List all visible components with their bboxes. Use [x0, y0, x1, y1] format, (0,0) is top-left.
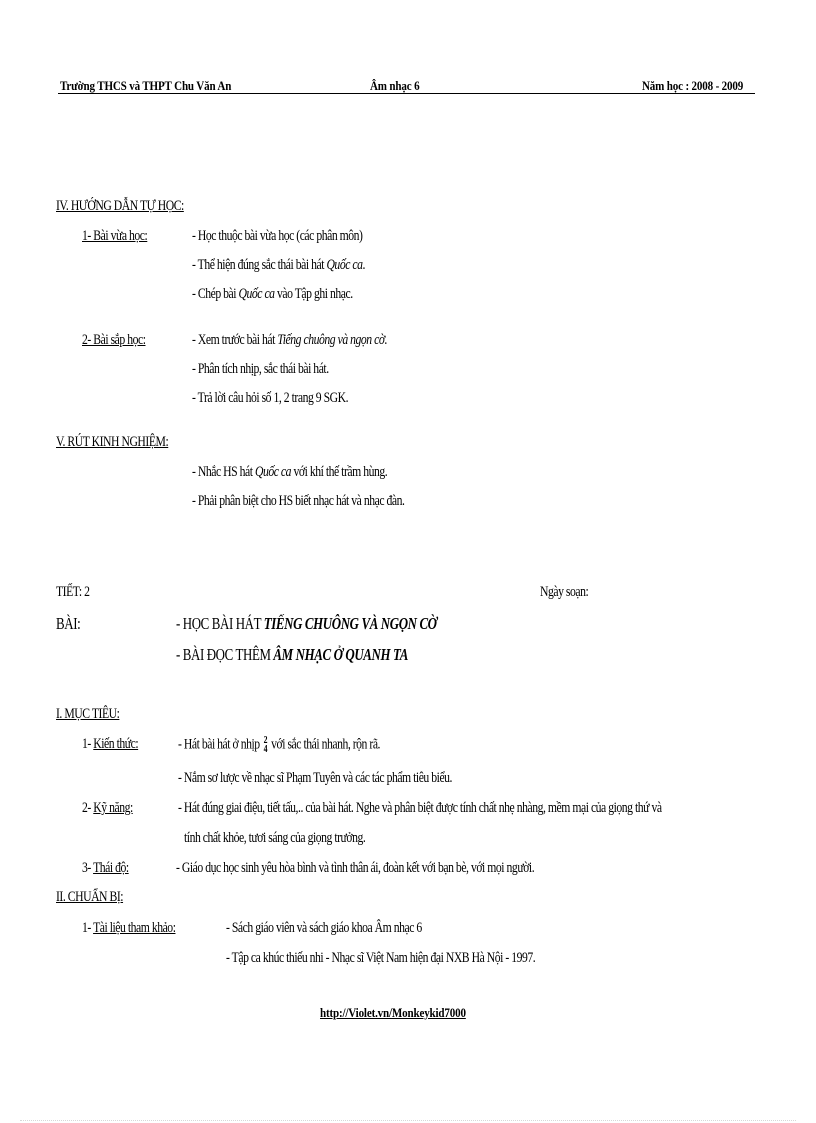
- objectives-knowledge-label: 1- Kiến thức:: [82, 736, 139, 752]
- section4-sub2-line3: - Trả lời câu hỏi số 1, 2 trang 9 SGK.: [192, 390, 349, 406]
- objectives-knowledge-line1: - Hát bài hát ở nhịp 2 4 với sắc thái nhanh, rộn rã.: [178, 735, 381, 755]
- section5-line2: - Phải phân biệt cho HS biết nhạc hát và nhạc đàn.: [192, 493, 405, 509]
- header-year: Năm học : 2008 - 2009: [642, 78, 744, 93]
- section4-sub2-line2: - Phân tích nhịp, sắc thái bài hát.: [192, 361, 329, 377]
- prep-ref-line1: - Sách giáo viên và sách giáo khoa Âm nhạc 6: [226, 920, 422, 936]
- section4-title: IV. HƯỚNG DẪN TỰ HỌC:: [56, 198, 184, 214]
- objectives-knowledge-line2: - Nắm sơ lược về nhạc sĩ Phạm Tuyên và các tác phẩm tiêu biểu.: [178, 770, 453, 786]
- section4-sub1-label: 1- Bài vừa học:: [82, 228, 148, 244]
- objectives-attitude-line: - Giáo dục học sinh yêu hòa bình và tình thân ái, đoàn kết với bạn bè, với mọi người.: [176, 860, 535, 876]
- lesson-bai-2: - BÀI ĐỌC THÊM ÂM NHẠC Ở QUANH TA: [176, 645, 409, 664]
- lesson-date: Ngày soạn:: [540, 584, 589, 600]
- lesson-bai-1: - HỌC BÀI HÁT TIẾNG CHUÔNG VÀ NGỌN CỜ: [176, 614, 437, 633]
- section4-sub1-line3: - Chép bài Quốc ca vào Tập ghi nhạc.: [192, 286, 353, 302]
- header-rule: [58, 93, 755, 94]
- objectives-attitude-label: 3- Thái độ:: [82, 860, 129, 876]
- page-bottom-divider: [20, 1120, 796, 1121]
- section4-sub2-label: 2- Bài sắp học:: [82, 332, 146, 348]
- objectives-skill-line1: - Hát đúng giai điệu, tiết tấu,.. của bài hát. Nghe và phân biệt được tính chất nhẹ nhàng, mềm mại của giọng thứ và: [178, 800, 662, 816]
- lesson-tiet: TIẾT: 2: [56, 584, 90, 600]
- time-signature: 2 4: [263, 735, 268, 755]
- prep-title: II. CHUẨN BỊ:: [56, 889, 124, 905]
- lesson-bai-label: BÀI:: [56, 614, 81, 633]
- prep-ref-label: 1- Tài liệu tham khảo:: [82, 920, 176, 936]
- objectives-title: I. MỤC TIÊU:: [56, 706, 120, 722]
- section4-sub1-line2: - Thể hiện đúng sắc thái bài hát Quốc ca.: [192, 257, 365, 273]
- objectives-skill-line2: tính chất khỏe, tươi sáng của giọng trưởng.: [184, 830, 366, 846]
- objectives-skill-label: 2- Kỹ năng:: [82, 800, 133, 816]
- section5-line1: - Nhắc HS hát Quốc ca với khí thế trầm hùng.: [192, 464, 388, 480]
- footer-link[interactable]: http://Violet.vn/Monkeykid7000: [320, 1005, 466, 1020]
- prep-ref-line2: - Tập ca khúc thiếu nhi - Nhạc sĩ Việt Nam hiện đại NXB Hà Nội - 1997.: [226, 950, 536, 966]
- section4-sub2-line1: - Xem trước bài hát Tiếng chuông và ngọn cờ.: [192, 332, 388, 348]
- header-school: Trường THCS và THPT Chu Văn An: [60, 78, 232, 93]
- section5-title: V. RÚT KINH NGHIỆM:: [56, 434, 169, 450]
- header-subject: Âm nhạc 6: [370, 78, 420, 93]
- section4-sub1-line1: - Học thuộc bài vừa học (các phân môn): [192, 228, 363, 244]
